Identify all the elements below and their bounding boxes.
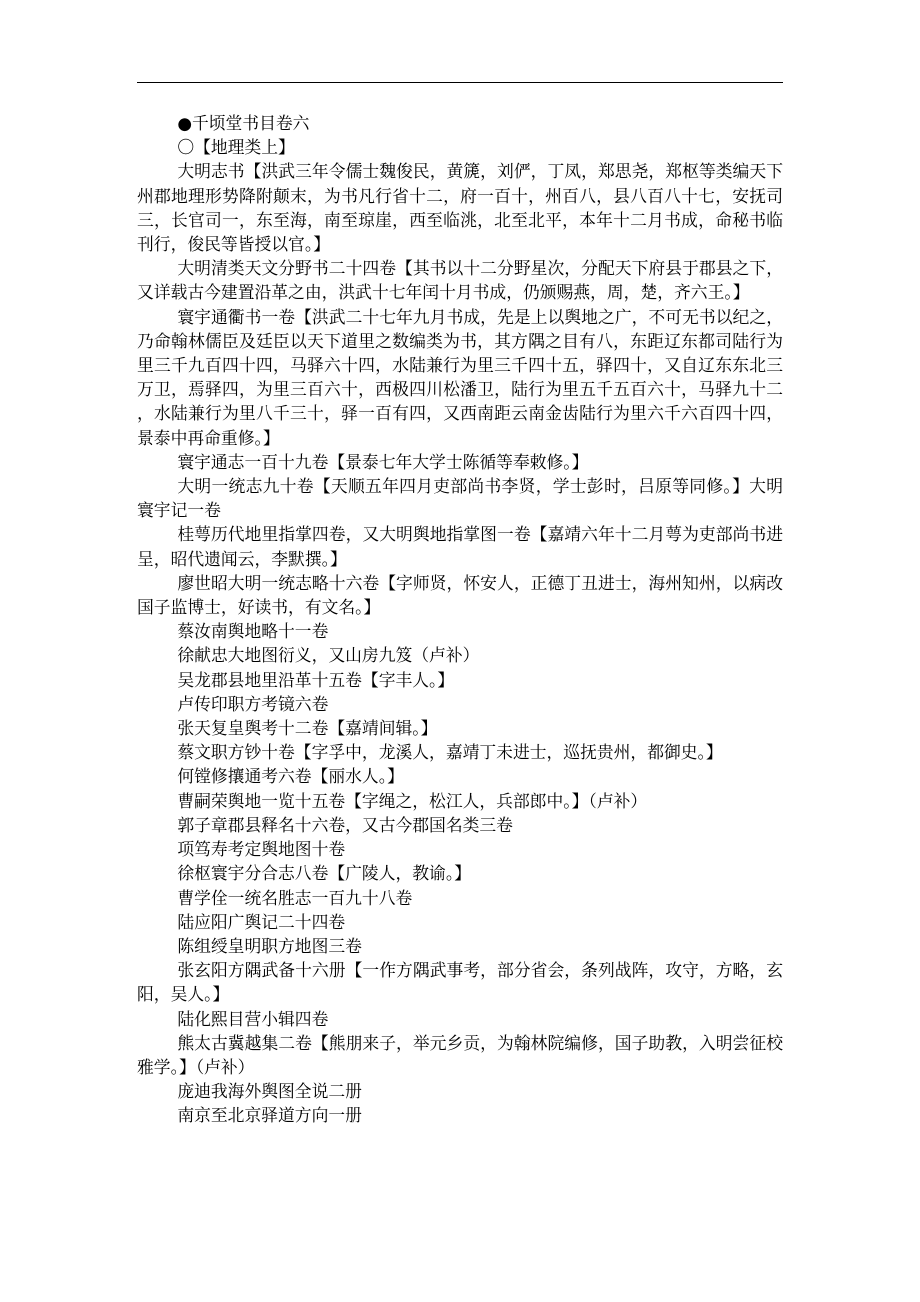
entry: 何镗修攘通考六卷【丽水人。】 [177,766,404,787]
entry: 熊太古冀越集二卷【熊朋来子，举元乡贡，为翰林院编修，国子助教，入明尝征校雅学。】（卢补） [137,1032,783,1077]
entry: 寰宇通志一百十九卷【景泰七年大学士陈循等奉敕修。】 [177,451,589,472]
entry: 大明清类天文分野书二十四卷【其书以十二分野星次，分配天下府县于郡县之下，又详载古今建置沿革之由，洪武十七年闰十月书成，仍颁赐燕，周，楚，齐六王。】 [137,258,783,303]
entry: 蔡汝南舆地略十一卷 [177,621,329,642]
entry: 大明志书【洪武三年令儒士魏俊民，黄篪，刘俨，丁凤，郑思尧，郑枢等类编天下州郡地理形势降附颠末，为书凡行省十二，府一百十，州百八，县八百八十七，安抚司三，长官司一，东至海，南至琼崖，西至临洮，北至北平，本年十二月书成，命秘书临刊行，俊民等皆授以官。】 [137,161,783,255]
entry: 陈组绶皇明职方地图三卷 [177,935,362,956]
header-rule [137,82,783,83]
entry: 南京至北京驿道方向一册 [177,1105,362,1126]
entry: 寰宇通衢书一卷【洪武二十七年九月书成，先是上以舆地之广，不可无书以纪之，乃命翰林儒臣及廷臣以天下道里之数编类为书，其方隅之目有八，东距辽东都司陆行为里三千九百四十四，马驿六十四，水陆兼行为里三千四十五，驿四十，又自辽东东北三万卫，焉驿四，为里三百六十，西极四川松潘卫，陆行为里五千五百六十，马驿九十二，水陆兼行为里八千三十，驿一百有四，又西南距云南金齿陆行为里六千六百四十四，景泰中再命重修。】 [137,306,783,448]
section-heading: 〇【地理类上】 [177,137,295,158]
entry: 桂萼历代地里指掌四卷，又大明舆地指掌图一卷【嘉靖六年十二月萼为吏部尚书进呈，昭代遗闻云，李默撰。】 [137,524,783,569]
entry: 郭子章郡县释名十六卷，又古今郡国名类三卷 [177,814,513,835]
entry: 曹嗣荣舆地一览十五卷【字绳之，松江人，兵部郎中。】（卢补） [177,790,648,811]
entry: 陆化熙目营小辑四卷 [177,1008,329,1029]
entry: 大明一统志九十卷【天顺五年四月吏部尚书李贤，学士彭时，吕原等同修。】大明寰宇记一卷 [137,476,783,521]
entry: 曹学佺一统名胜志一百九十八卷 [177,887,413,908]
entry: 张天复皇舆考十二卷【嘉靖间辑。】 [177,718,438,739]
entry: 吴龙郡县地里沿革十五卷【字丰人。】 [177,669,455,690]
entry: 廖世昭大明一统志略十六卷【字师贤，怀安人，正德丁丑进士，海州知州，以病改国子监博士，好读书，有文名。】 [137,572,783,618]
entry: 项笃寿考定舆地图十卷 [177,839,346,860]
document-title: ●千顷堂书目卷六 [177,113,310,133]
entry: 卢传印职方考镜六卷 [177,693,329,714]
entry: 陆应阳广舆记二十四卷 [177,911,346,932]
entry: 庞迪我海外舆图全说二册 [177,1081,362,1102]
entry: 徐献忠大地图衍义，又山房九笈（卢补） [177,645,480,666]
entry: 徐枢寰宇分合志八卷【广陵人，教谕。】 [177,863,471,884]
entry: 蔡文职方钞十卷【字孚中，龙溪人，嘉靖丁未进士，巡抚贵州，都御史。】 [177,742,723,763]
entry: 张玄阳方隅武备十六册【一作方隅武事考，部分省会，条列战阵，攻守，方略，玄阳，吴人。】 [137,960,783,1005]
document-body [137,111,783,1128]
